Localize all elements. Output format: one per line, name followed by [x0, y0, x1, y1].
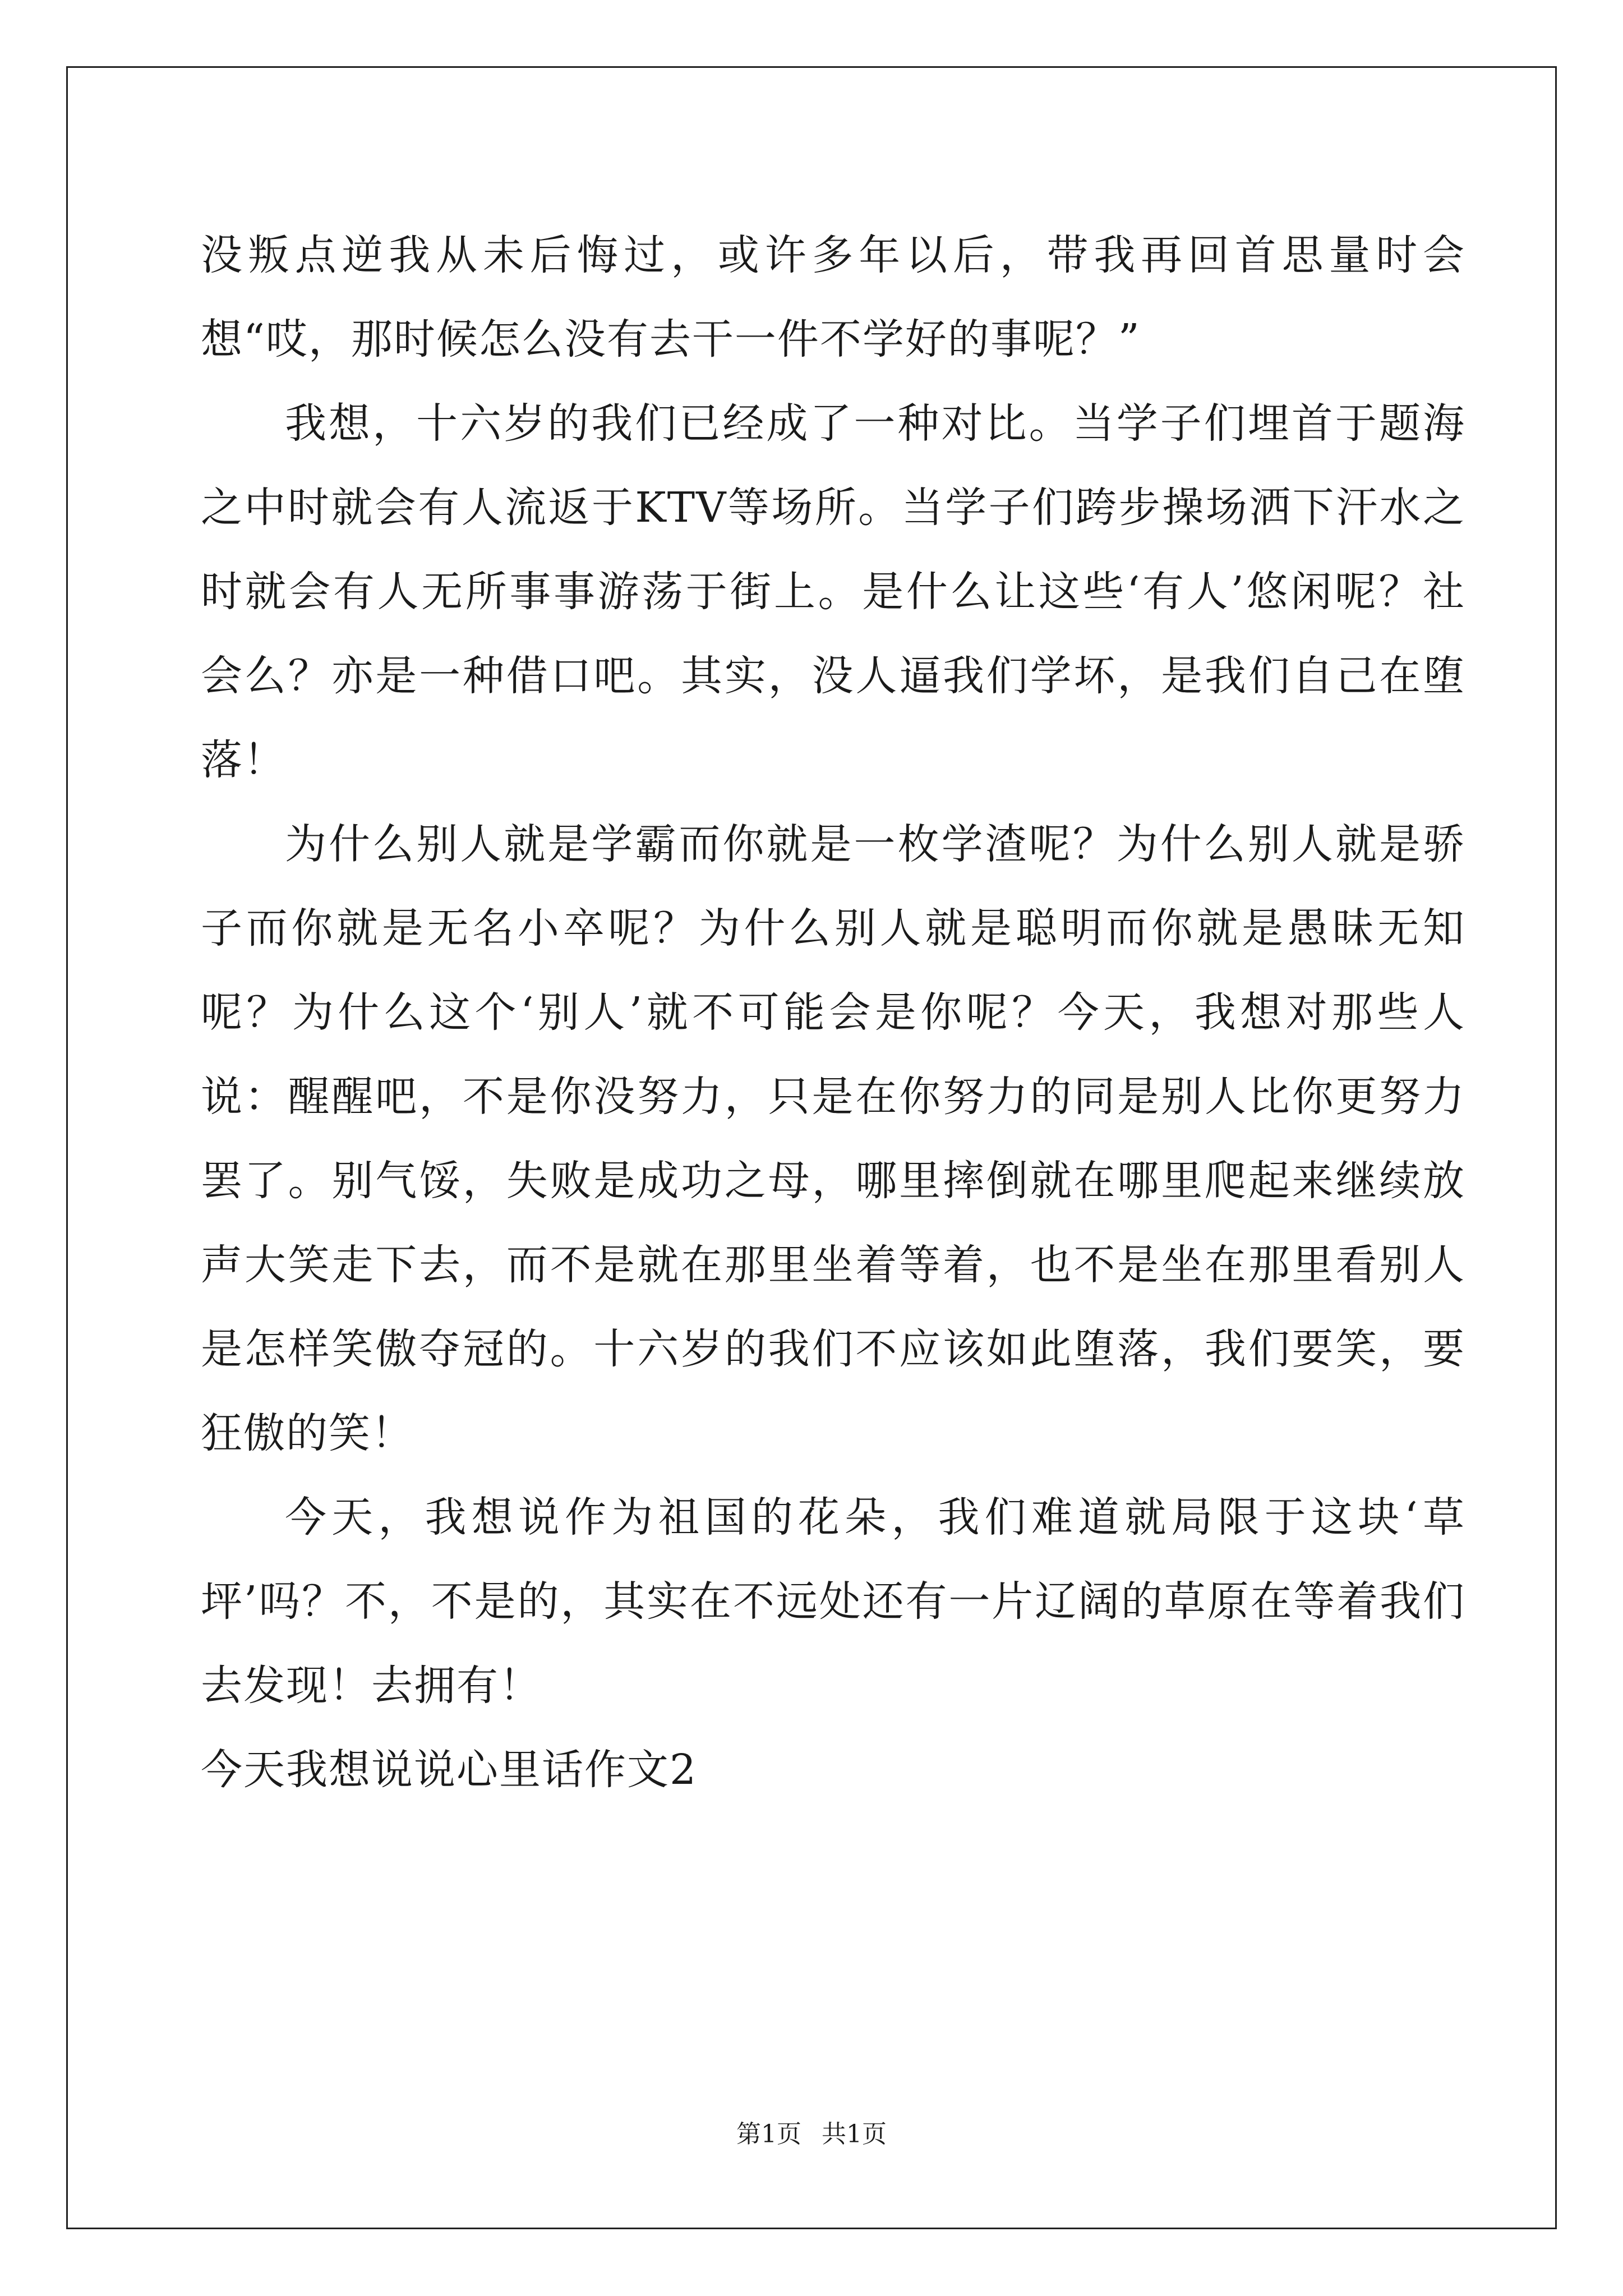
- page-count: 共1页: [822, 2120, 887, 2148]
- document-body: [201, 213, 1465, 1812]
- page-footer: [0, 2118, 1623, 2151]
- paragraph: 为什么别人就是学霸而你就是一枚学渣呢？为什么别人就是骄子而你就是无名小卒呢？为什么别人就是聪明而你就是愚昧无知呢？为什么这个‘别人’就不可能会是你呢？今天，我想对那些人说：醒醒吧，不是你没努力，只是在你努力的同是别人比你更努力罢了。别气馁，失败是成功之母，哪里摔倒就在哪里爬起来继续放声大笑走下去，而不是就在那里坐着等着，也不是坐在那里看别人是怎样笑傲夺冠的。十六岁的我们不应该如此堕落，我们要笑，要狂傲的笑！: [201, 820, 1465, 1457]
- paragraph-continuation: 没叛点逆我从未后悔过，或许多年以后，带我再回首思量时会想“哎，那时候怎么没有去干一件不学好的事呢？”: [201, 231, 1465, 364]
- essay-title: 今天我想说说心里话作文2: [201, 1746, 698, 1794]
- paragraph: 今天，我想说作为祖国的花朵，我们难道就局限于这块‘草坪’吗？不，不是的，其实在不远处还有一片辽阔的草原在等着我们去发现！去拥有！: [201, 1493, 1465, 1710]
- paragraph: 我想，十六岁的我们已经成了一种对比。当学子们埋首于题海之中时就会有人流返于KTV等场所。当学子们跨步操场洒下汗水之时就会有人无所事事游荡于街上。是什么让这些‘有人’悠闲呢？社会么？亦是一种借口吧。其实，没人逼我们学坏，是我们自己在堕落！: [201, 399, 1465, 784]
- page-number: 第1页: [736, 2120, 801, 2148]
